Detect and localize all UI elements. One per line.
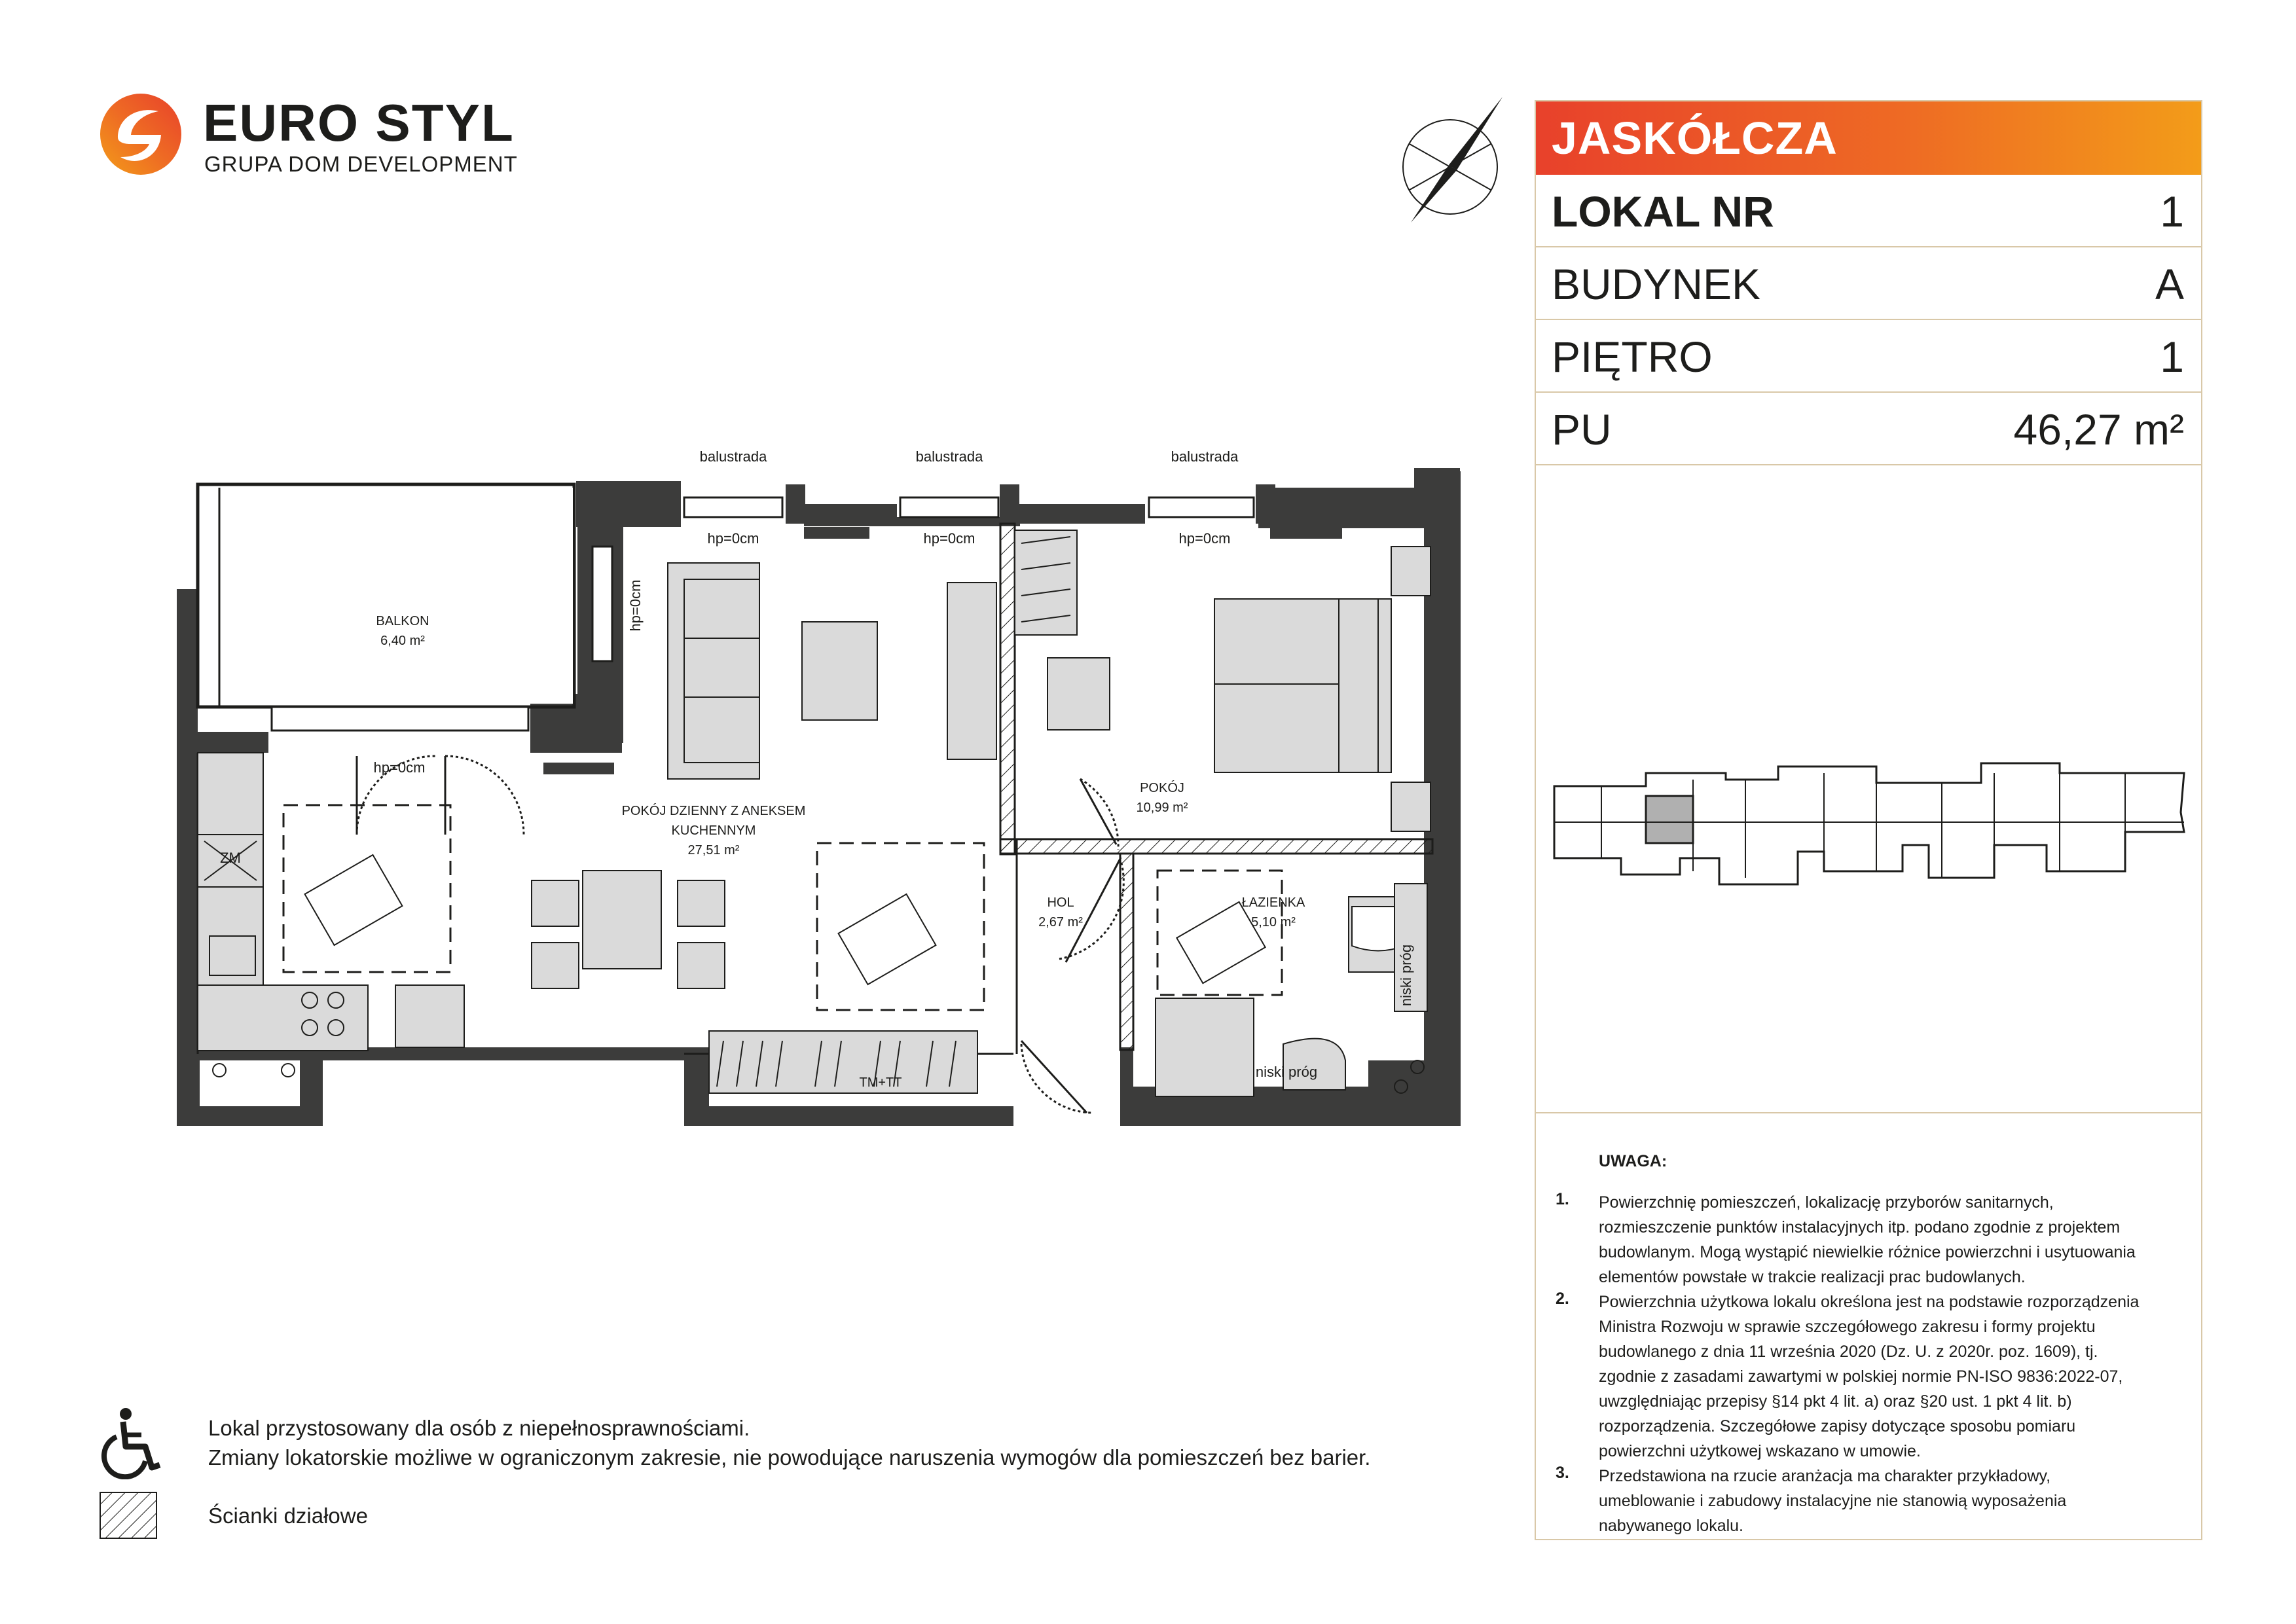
room-name-hall: HOL: [1047, 895, 1074, 910]
accessibility-note: Lokal przystosowany dla osób z niepełnosprawnościami.: [208, 1416, 750, 1440]
apartment-info-panel: [1535, 100, 2202, 1540]
unit-highlight: [1646, 796, 1693, 843]
room-area-balcony: 6,40 m²: [380, 634, 425, 648]
floor-plan: [0, 0, 1506, 1178]
info-value: 46,27 m²: [2013, 405, 2184, 454]
info-value: A: [2155, 260, 2184, 308]
info-label: BUDYNEK: [1552, 260, 1761, 308]
investment-name: JASKÓŁCZA: [1552, 113, 1838, 164]
building-outline-drawing: [1536, 465, 2201, 1113]
note-line: zgodnie z zasadami zawartymi w polskiej normie PN-ISO 9836:2022-07,: [1599, 1367, 2123, 1386]
threshold-label: hp=0cm: [627, 579, 644, 632]
note-text: [1599, 1190, 2175, 1290]
room-name-living-2: KUCHENNYM: [671, 823, 756, 838]
note-number: 2.: [1556, 1290, 1569, 1308]
info-row-building: [1536, 247, 2201, 320]
note-line: rozporządzenia. Szczegółowe zapisy dotyczące sposobu pomiaru: [1599, 1417, 2076, 1435]
note-line: Przedstawiona na rzucie aranżacja ma charakter przykładowy,: [1599, 1467, 2051, 1485]
note-line: nabywanego lokalu.: [1599, 1517, 1743, 1535]
notes-title: UWAGA:: [1599, 1152, 1667, 1170]
room-name-room: POKÓJ: [1140, 781, 1184, 795]
note-line: Ministra Rozwoju w sprawie szczegółowego zakresu i formy projektu: [1599, 1318, 2096, 1336]
brand-subtitle: GRUPA DOM DEVELOPMENT: [204, 152, 518, 176]
room-name-bathroom: ŁAZIENKA: [1241, 895, 1305, 910]
note-line: elementów powstałe w trakcie realizacji prac budowlanych.: [1599, 1268, 2026, 1286]
info-row-floor: [1536, 320, 2201, 393]
note-number: 1.: [1556, 1190, 1569, 1208]
info-label: PIĘTRO: [1552, 333, 1713, 381]
info-row-unit: [1536, 175, 2201, 247]
marker-tm-tt: TM+TT: [859, 1075, 902, 1090]
room-area-hall: 2,67 m²: [1038, 915, 1083, 929]
note-line: budowlanym. Mogą wystąpić niewielkie różnice powierzchni i usytuowania: [1599, 1243, 2136, 1261]
room-area-bathroom: 5,10 m²: [1251, 915, 1296, 929]
partition-legend-label: Ścianki działowe: [208, 1504, 368, 1528]
low-threshold-label: niski próg: [1255, 1064, 1318, 1080]
building-key-plan: [1536, 465, 2201, 1113]
room-area-room: 10,99 m²: [1136, 801, 1188, 815]
marker-zm: ZM: [220, 850, 241, 866]
note-number: 3.: [1556, 1464, 1569, 1482]
partition-legend-swatch: [100, 1492, 157, 1539]
balcony-floor: [219, 488, 573, 704]
info-label: PU: [1552, 405, 1612, 454]
info-value: 1: [2160, 187, 2184, 236]
investment-header: [1536, 101, 2201, 175]
note-line: powierzchni użytkowej wskazano w umowie.: [1599, 1442, 1921, 1460]
note-line: Powierzchnię pomieszczeń, lokalizację przyborów sanitarnych,: [1599, 1193, 2054, 1212]
brand-name: EURO STYL: [203, 94, 515, 152]
info-label: LOKAL NR: [1552, 187, 1774, 236]
low-threshold-label: niski próg: [1398, 944, 1414, 1007]
threshold-label: hp=0cm: [707, 530, 759, 547]
room-area-living: 27,51 m²: [687, 843, 740, 857]
balustrade-label: balustrada: [699, 448, 767, 465]
note-line: rozmieszczenie punktów instalacyjnych itp. podano zgodnie z projektem: [1599, 1218, 2121, 1236]
note-line: uwzględniając przepisy §14 pkt 4 lit. a) oraz §20 ust. 1 pkt 4 lit. b): [1599, 1392, 2072, 1411]
room-name-living: POKÓJ DZIENNY Z ANEKSEM: [621, 804, 806, 818]
note-line: Powierzchnia użytkowa lokalu określona jest na podstawie rozporządzenia: [1599, 1293, 2140, 1311]
note-line: umeblowanie i zabudowy instalacyjne nie stanowią wyposażenia: [1599, 1492, 2067, 1510]
note-text: [1599, 1290, 2175, 1464]
info-value: 1: [2160, 333, 2184, 381]
balustrade-label: balustrada: [1171, 448, 1239, 465]
threshold-label: hp=0cm: [373, 759, 426, 776]
threshold-label: hp=0cm: [1178, 530, 1231, 547]
threshold-label: hp=0cm: [923, 530, 975, 547]
info-row-area: [1536, 393, 2201, 465]
balustrade-label: balustrada: [915, 448, 983, 465]
room-name-balcony: BALKON: [376, 614, 429, 628]
wheelchair-accessibility-icon: [98, 1407, 164, 1479]
tenant-changes-note: Zmiany lokatorskie możliwe w ograniczonym zakresie, nie powodujące naruszenia wymogów dla pomieszczeń bez barier.: [208, 1445, 1371, 1470]
note-text: [1599, 1464, 2175, 1538]
note-line: budowlanego z dnia 11 września 2020 (Dz. U. z 2020r. poz. 1609), tj.: [1599, 1343, 2098, 1361]
bedroom-furniture: [1048, 547, 1430, 831]
